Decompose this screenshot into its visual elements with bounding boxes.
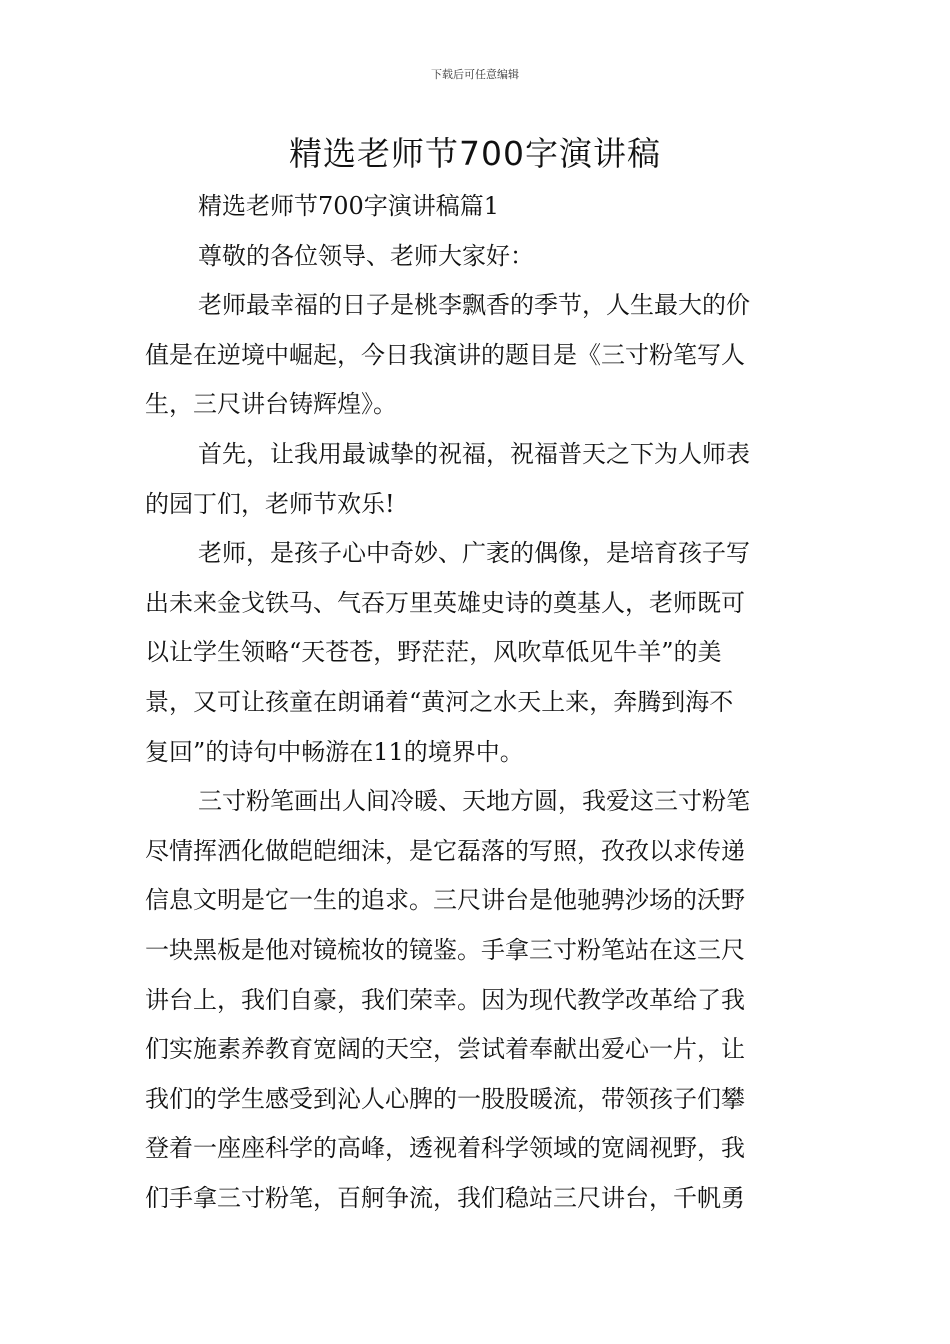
document-body	[145, 182, 807, 1223]
paragraph-first-line: 精选老师节700字演讲稿篇1	[198, 192, 500, 220]
paragraph-line: 一块黑板是他对镜梳妆的镜鉴。手拿三寸粉笔站在这三尺	[145, 935, 745, 964]
paragraph-line: 景，又可让孩童在朗诵着“黄河之水天上来，奔腾到海不	[145, 687, 734, 716]
paragraph-first-line: 首先，让我用最诚挚的祝福，祝福普天之下为人师表	[198, 439, 750, 468]
paragraph-first-line: 尊敬的各位领导、老师大家好：	[198, 241, 534, 270]
paragraph-line: 信息文明是它一生的追求。三尺讲台是他驰骋沙场的沃野	[145, 886, 745, 915]
paragraph-line: 复回”的诗句中畅游在11的境界中。	[145, 737, 524, 766]
paragraph-line: 讲台上，我们自豪，我们荣幸。因为现代教学改革给了我	[145, 985, 745, 1014]
paragraph-line: 们实施素养教育宽阔的天空，尝试着奉献出爱心一片，让	[145, 1035, 745, 1064]
paragraph-line: 尽情挥洒化做皑皑细沫，是它磊落的写照，孜孜以求传递	[145, 836, 745, 865]
paragraph-line: 生，三尺讲台铸辉煌》。	[145, 390, 397, 419]
paragraph-line: 我们的学生感受到沁人心脾的一股股暖流，带领孩子们攀	[145, 1084, 745, 1113]
paragraph-line: 登着一座座科学的高峰，透视着科学领域的宽阔视野，我	[145, 1134, 745, 1163]
paragraph-first-line: 老师，是孩子心中奇妙、广袤的偶像，是培育孩子写	[198, 539, 750, 568]
paragraph-line: 以让学生领略“天苍苍，野茫茫，风吹草低见牛羊”的美	[145, 638, 722, 667]
paragraph-first-line: 三寸粉笔画出人间冷暖、天地方圆，我爱这三寸粉笔	[198, 787, 750, 816]
paragraph-line: 出未来金戈铁马、气吞万里英雄史诗的奠基人，老师既可	[145, 588, 745, 617]
paragraph-first-line: 老师最幸福的日子是桃李飘香的季节，人生最大的价	[198, 291, 750, 320]
paragraph-line: 的园丁们，老师节欢乐!	[145, 489, 395, 518]
paragraph-line: 们手拿三寸粉笔，百舸争流，我们稳站三尺讲台，千帆勇	[145, 1183, 745, 1212]
document-title: 精选老师节700字演讲稿	[289, 134, 661, 173]
paragraph-line: 值是在逆境中崛起，今日我演讲的题目是《三寸粉笔写人	[145, 340, 745, 369]
header-note: 下载后可任意编辑	[431, 68, 519, 81]
